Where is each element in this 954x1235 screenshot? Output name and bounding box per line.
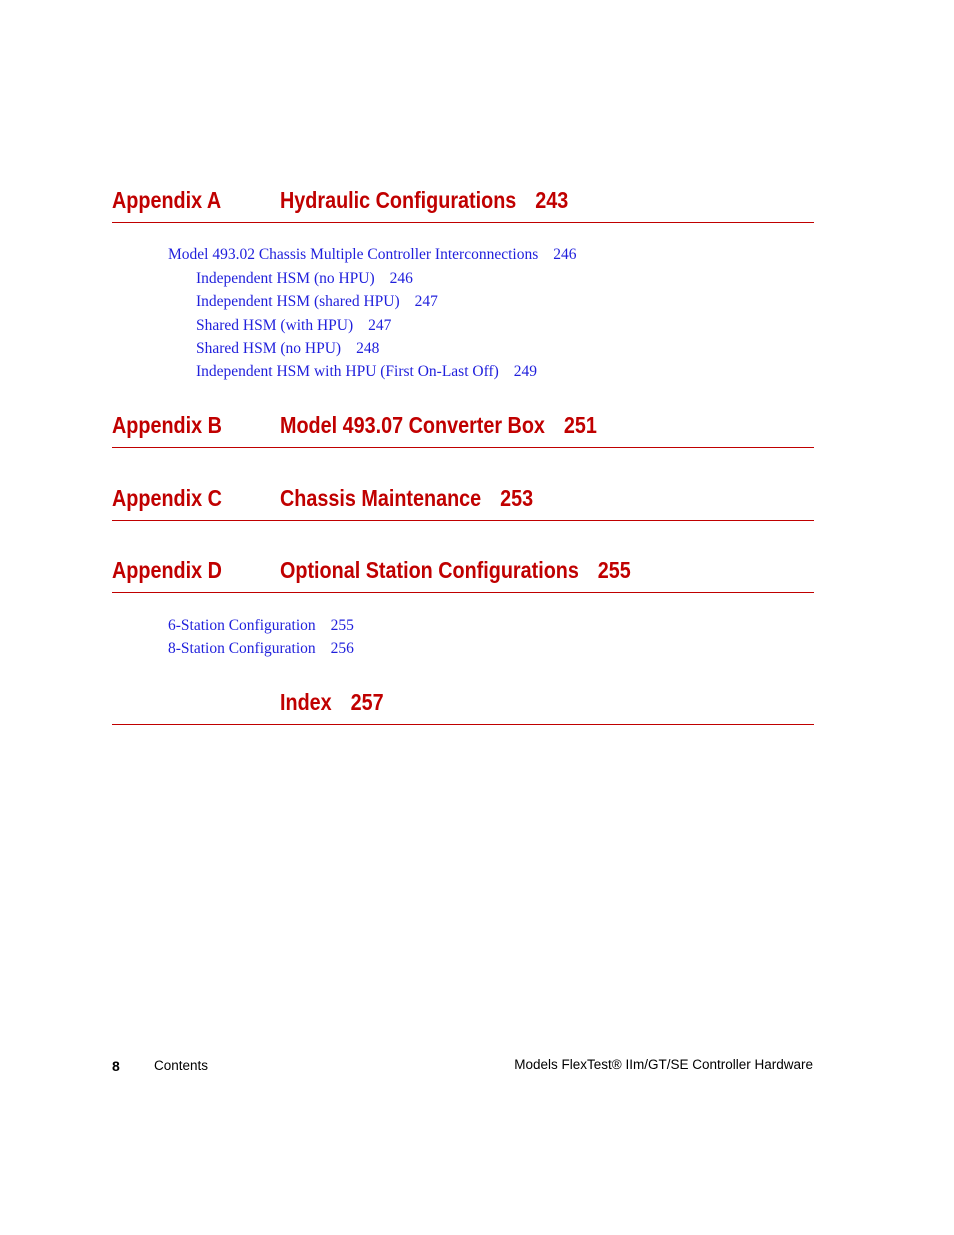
toc-entry[interactable]: Shared HSM (with HPU) 247 (196, 317, 392, 334)
section-title: Index 257 (280, 689, 384, 715)
toc-entry[interactable]: Model 493.02 Chassis Multiple Controller Interconnections 246 (168, 246, 577, 263)
section-heading-index[interactable] (112, 688, 814, 725)
toc-entry[interactable]: Independent HSM (shared HPU) 247 (196, 293, 438, 310)
entry-page-number: 247 (414, 293, 438, 310)
footer-section-name: Contents (154, 1058, 209, 1073)
section-page-number: 253 (500, 485, 534, 511)
footer-document-title: Models FlexTest® IIm/GT/SE Controller Hardware (514, 1057, 813, 1072)
toc-entry[interactable]: Independent HSM with HPU (First On-Last Off) 249 (196, 363, 538, 380)
entry-page-number: 247 (368, 317, 392, 334)
entry-page-number: 249 (513, 363, 538, 380)
appendix-label: Appendix D (112, 557, 222, 583)
toc-entry[interactable]: 8-Station Configuration 256 (168, 640, 354, 657)
section-page-number: 257 (350, 689, 384, 715)
appendix-label: Appendix C (112, 485, 222, 511)
section-page-number: 251 (563, 412, 597, 438)
section-page-number: 243 (535, 187, 569, 213)
section-title: Chassis Maintenance 253 (280, 485, 534, 511)
section-heading-appendix-b[interactable] (112, 411, 814, 448)
section-title: Optional Station Configurations 255 (280, 557, 631, 583)
entry-page-number: 255 (330, 617, 354, 634)
appendix-label: Appendix A (112, 187, 222, 213)
entry-page-number: 256 (330, 640, 354, 657)
entry-page-number: 248 (356, 340, 380, 357)
section-title: Model 493.07 Converter Box 251 (280, 412, 597, 438)
entry-page-number: 246 (389, 270, 413, 287)
section-heading-appendix-d[interactable] (112, 556, 814, 593)
appendix-label: Appendix B (112, 412, 222, 438)
section-heading-appendix-a[interactable] (112, 186, 814, 223)
toc-entry[interactable]: 6-Station Configuration 255 (168, 617, 354, 634)
section-page-number: 255 (597, 557, 631, 583)
toc-entry[interactable]: Shared HSM (no HPU) 248 (196, 340, 380, 357)
section-heading-appendix-c[interactable] (112, 484, 814, 521)
section-title: Hydraulic Configurations 243 (280, 187, 569, 213)
toc-entry[interactable]: Independent HSM (no HPU) 246 (196, 270, 413, 287)
entry-page-number: 246 (553, 246, 577, 263)
footer-page-number: 8 (112, 1058, 120, 1074)
